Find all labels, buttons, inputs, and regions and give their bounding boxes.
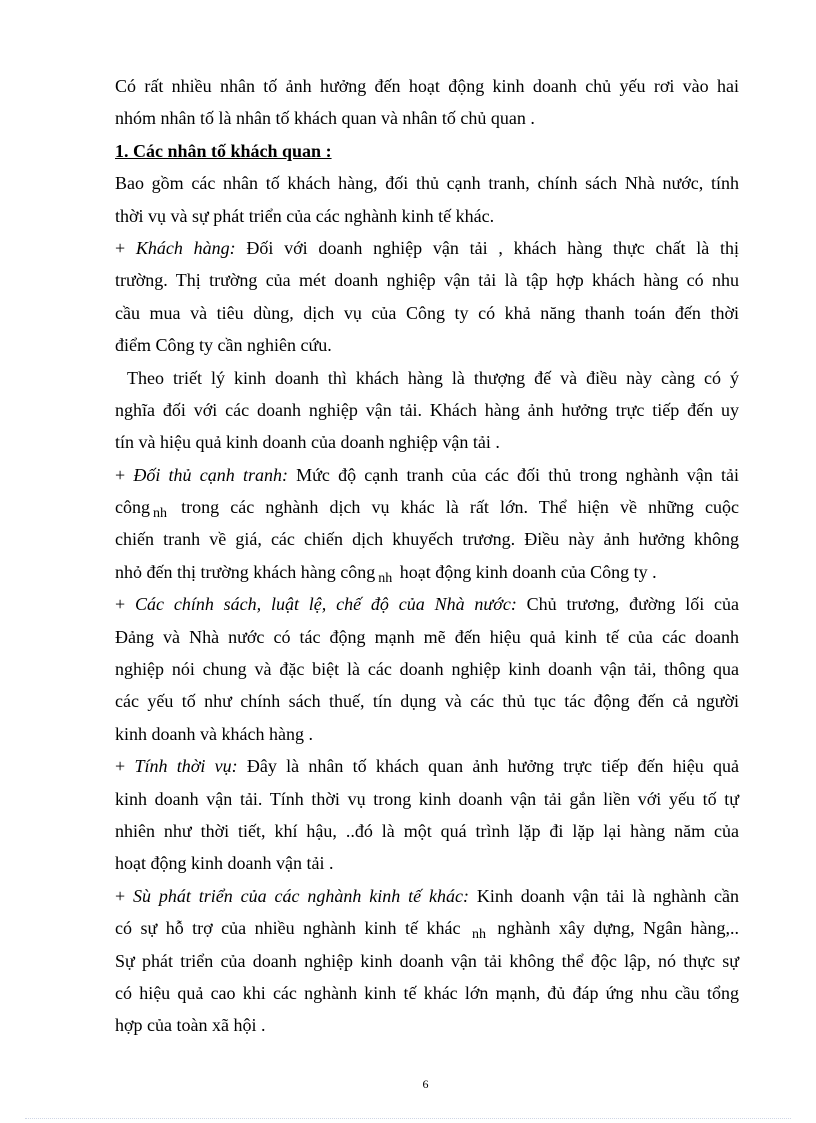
paragraph-line: Có rất nhiều nhân tố ảnh hưởng đến hoạt động kinh doanh chủ yếu rơi vào hai xyxy=(115,76,739,96)
paragraph-line: cầu mua và tiêu dùng, dịch vụ của Công ty có khả năng thanh toán đến thời xyxy=(115,302,739,323)
item-text: Kinh doanh vận tải là nghành cần xyxy=(468,885,739,906)
plus-marker: + xyxy=(115,885,126,906)
paragraph-line: chiến tranh về giá, các chiến dịch khuyếch trương. Điều này ảnh hưởng không xyxy=(115,529,739,550)
line-fragment: công xyxy=(115,497,150,518)
paragraph-line: nghiệp nói chung và đặc biệt là các doanh nghiệp kinh doanh vận tải, thông qua xyxy=(115,659,739,680)
nh-fragment: nh xyxy=(153,506,167,522)
item-text: Đây là nhân tố khách quan ảnh hưởng trực tiếp đến hiệu quả xyxy=(237,756,740,777)
paragraph-line: trường. Thị trường của mét doanh nghiệp vận tải là tập hợp khách hàng có nhu xyxy=(115,270,739,291)
line-fragment: hoạt động kinh doanh của Công ty . xyxy=(399,561,657,582)
paragraph-line xyxy=(115,491,739,523)
paragraph-line: Sự phát triển của doanh nghiệp kinh doanh vận tải không thể độc lập, nó thực sự xyxy=(115,950,739,971)
section-heading xyxy=(115,135,739,167)
paragraph-line: nhiên như thời tiết, khí hậu, ..đó là một quá trình lặp đi lặp lại hàng năm của xyxy=(115,820,739,841)
paragraph-line: Bao gồm các nhân tố khách hàng, đối thủ cạnh tranh, chính sách Nhà nước, tính xyxy=(115,173,739,194)
plus-marker: + xyxy=(115,464,126,485)
item-text: Chủ trương, đường lối của xyxy=(516,594,740,615)
paragraph-line: thời vụ và sự phát triển của các nghành kinh tế khác. xyxy=(115,205,495,226)
paragraph-line xyxy=(115,232,739,264)
paragraph-line: điểm Công ty cần nghiên cứu. xyxy=(115,335,332,356)
item-title: Tính thời vụ: xyxy=(134,756,238,777)
line-fragment: nhỏ đến thị trường khách hàng công xyxy=(115,561,376,582)
page-number: 6 xyxy=(422,1077,429,1091)
paragraph-line: có hiệu quả cao khi các nghành kinh tế khác lớn mạnh, đủ đáp ứng nhu cầu tổng xyxy=(115,982,739,1003)
paragraph-line: các yếu tố như chính sách thuế, tín dụng và các thủ tục tác động đến cả người xyxy=(115,691,739,712)
paragraph-line: nghĩa đối với các doanh nghiệp vận tải. Khách hàng ảnh hưởng trực tiếp đến uy xyxy=(115,399,739,420)
paragraph-line: tín và hiệu quả kinh doanh của doanh nghiệp vận tải . xyxy=(115,432,500,453)
paragraph-line xyxy=(115,588,739,620)
paragraph-line xyxy=(115,880,739,912)
paragraph-line: hợp của toàn xã hội . xyxy=(115,1015,266,1036)
item-title: Khách hàng: xyxy=(135,237,236,258)
paragraph-line xyxy=(115,750,739,782)
item-title: Sù phát triển của các nghành kinh tế khác: xyxy=(133,885,469,906)
line-fragment: trong các nghành dịch vụ khác là rất lớn. Thể hiện về những cuộc xyxy=(181,497,739,518)
page-bottom-divider xyxy=(25,1118,791,1119)
paragraph-line: Theo triết lý kinh doanh thì khách hàng là thượng đế và điều này càng có ý xyxy=(127,367,739,388)
paragraph-line xyxy=(115,912,739,944)
paragraph-line: hoạt động kinh doanh vận tải . xyxy=(115,853,334,874)
paragraph-line: nhóm nhân tố là nhân tố khách quan và nhân tố chủ quan . xyxy=(115,108,535,129)
line-fragment: có sự hỗ trợ của nhiều nghành kinh tế khác xyxy=(115,918,461,939)
nh-fragment: nh xyxy=(378,570,393,586)
document-body xyxy=(115,70,739,1042)
item-title: Đối thủ cạnh tranh: xyxy=(133,464,288,485)
paragraph-line: kinh doanh vận tải. Tính thời vụ trong kinh doanh vận tải gắn liền với yếu tố tự xyxy=(115,788,739,809)
paragraph-line: Đảng và Nhà nước có tác động mạnh mẽ đến hiệu quả kinh tế của các doanh xyxy=(115,626,739,647)
paragraph-line xyxy=(115,459,739,491)
section-heading-text: 1. Các nhân tố khách quan : xyxy=(115,140,332,161)
plus-marker: + xyxy=(115,594,126,615)
plus-marker: + xyxy=(115,237,126,258)
nh-fragment: nh xyxy=(471,927,486,943)
line-fragment: nghành xây dựng, Ngân hàng,.. xyxy=(497,918,740,939)
item-text: Mức độ cạnh tranh của các đối thủ trong nghành vận tải xyxy=(287,464,739,485)
paragraph-line: kinh doanh và khách hàng . xyxy=(115,723,313,744)
paragraph-line xyxy=(115,556,739,588)
plus-marker: + xyxy=(115,756,126,777)
item-title: Các chính sách, luật lệ, chế độ của Nhà nước: xyxy=(135,594,517,615)
item-text: Đối với doanh nghiệp vận tải , khách hàng thực chất là thị xyxy=(235,237,739,258)
